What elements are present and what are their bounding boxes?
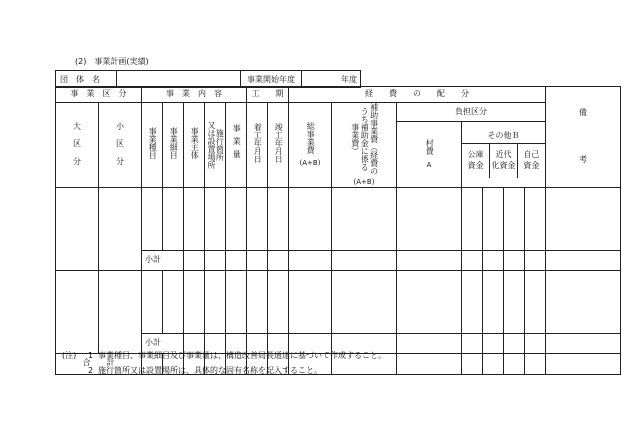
- others-header: その他Ｂ 公庫 資金 近代 化資金 自己 資金: [462, 121, 546, 187]
- note-2: 2 施行箇所又は設置場所は、具体的な固有名称を記入すること。: [88, 366, 322, 375]
- minor-category-header: 小 区 分: [99, 103, 142, 188]
- entry-cell[interactable]: [56, 187, 99, 270]
- public-treasury-header: 公庫 資金: [462, 143, 490, 178]
- group-name-label: 団 体 名: [56, 71, 117, 87]
- total-label: 合 計: [56, 353, 142, 374]
- start-date-header: 着工年月日: [247, 103, 268, 188]
- period-header: 工 期: [247, 87, 289, 103]
- entry-cell[interactable]: [99, 187, 142, 270]
- table-row: [56, 270, 621, 333]
- subtotal-label: 小計: [142, 250, 184, 270]
- subsidy-cost-header: 補助事業費（経費の うち補助金に係る 事業費） (A+B): [332, 103, 397, 188]
- own-funds-header: 自己 資金: [523, 150, 540, 170]
- project-quantity-header: 事業量: [226, 103, 247, 188]
- year-suffix: 年度: [341, 74, 357, 84]
- village-cost-header: 村費 A: [397, 121, 462, 187]
- modernization-header: 近代 化資金: [490, 143, 518, 178]
- start-year-field[interactable]: [302, 71, 361, 87]
- remarks-header: 備 考: [546, 87, 621, 188]
- project-plan-table: [55, 86, 621, 375]
- total-cost-header: 総事業費 (A+B): [289, 103, 332, 188]
- note-1: (注) 1 事業種目、事業細目及び事業量は、構造改善局長通達に基づいて作成すること。: [62, 351, 386, 360]
- subtotal-label: 小計: [142, 333, 184, 353]
- project-detail-header: 事業細目: [163, 103, 184, 188]
- group-name-field[interactable]: [117, 71, 241, 87]
- burden-header: 負担区分: [397, 103, 546, 122]
- notes: [62, 348, 386, 378]
- section-title: (2) 事業計画(実績): [75, 57, 149, 66]
- entry-cell[interactable]: [56, 270, 99, 353]
- major-category-header: 大 区 分: [56, 103, 99, 188]
- project-entity-header: 事業主体: [184, 103, 205, 188]
- project-type-header: 事業種目: [142, 103, 163, 188]
- site-header: 施行箇所 又は設置場所: [205, 103, 226, 188]
- table-row: [56, 187, 621, 250]
- project-category-header: 事 業 区 分: [56, 87, 142, 103]
- end-date-header: 竣工年月日: [268, 103, 289, 188]
- start-year-label: 事業開始年度: [241, 71, 302, 87]
- entry-cell[interactable]: [99, 270, 142, 353]
- cost-allocation-header: 経 費 の 配 分: [289, 87, 546, 103]
- project-content-header: 事 業 内 容: [142, 87, 247, 103]
